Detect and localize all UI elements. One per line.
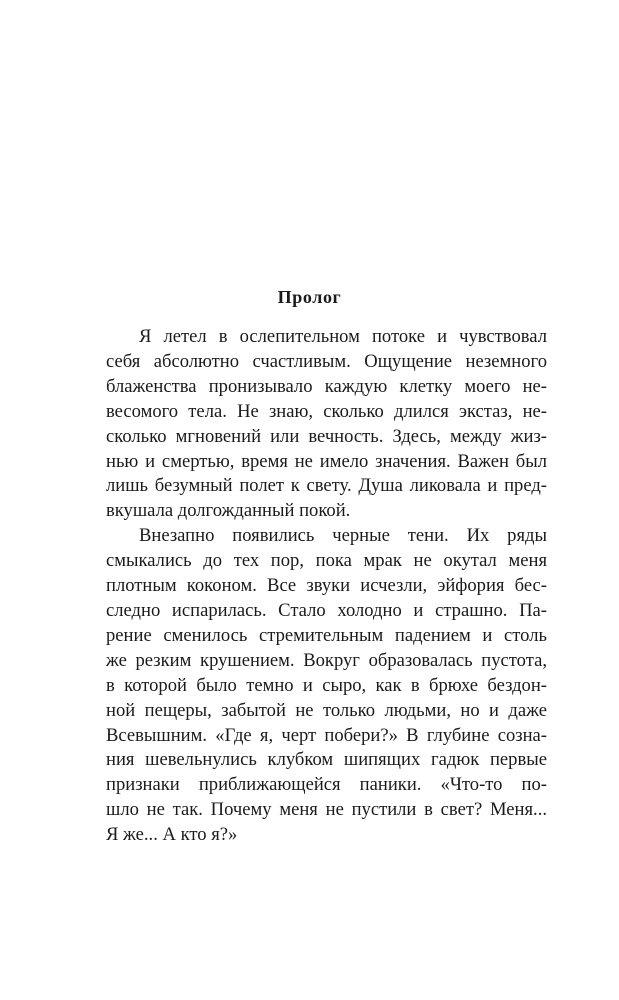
text-line: Внезапно появились черные тени. Их ряды xyxy=(139,525,547,547)
text-line: признаки приближающейся паники. «Что-то по- xyxy=(106,774,547,796)
text-line: сколько мгновений или вечность. Здесь, между жиз- xyxy=(106,425,547,447)
body-text xyxy=(73,325,547,848)
text-line: нью и смертью, время не имело значения. Важен был xyxy=(106,450,547,472)
text-line: лишь безумный полет к свету. Душа ликовала и пред- xyxy=(106,475,547,497)
text-line: блаженства пронизывало каждую клетку моего не- xyxy=(106,375,547,397)
text-line: шло не так. Почему меня не пустили в свет? Меня... xyxy=(106,799,547,821)
text-line: же резким крушением. Вокруг образовалась пустота, xyxy=(106,649,547,671)
text-line: ния шевельнулись клубком шипящих гадюк первые xyxy=(106,749,547,771)
text-line: себя абсолютно счастливым. Ощущение неземного xyxy=(106,350,547,372)
chapter-title: Пролог xyxy=(277,287,342,307)
text-line: Я же... А кто я?» xyxy=(106,824,238,846)
text-line: смыкались до тех пор, пока мрак не окутал меня xyxy=(106,550,547,572)
text-line: плотным коконом. Все звуки исчезли, эйфория бес- xyxy=(106,575,547,597)
paragraph-2 xyxy=(73,524,547,848)
text-line: следно испарилась. Стало холодно и страшно. Па- xyxy=(106,599,547,621)
text-line: вкушала долгожданный покой. xyxy=(106,500,351,522)
text-line: в которой было темно и сыро, как в брюхе бездон- xyxy=(106,674,547,696)
text-line: рение сменилось стремительным падением и столь xyxy=(106,624,547,646)
paragraph-1 xyxy=(73,325,547,524)
text-line: ной пещеры, забытой не только людьми, но и даже xyxy=(106,699,547,721)
text-line: Я летел в ослепительном потоке и чувствовал xyxy=(139,326,547,347)
text-line: весомого тела. Не знаю, сколько длился экстаз, не- xyxy=(106,400,547,422)
text-line: Всевышним. «Где я, черт побери?» В глубине созна- xyxy=(106,724,547,746)
